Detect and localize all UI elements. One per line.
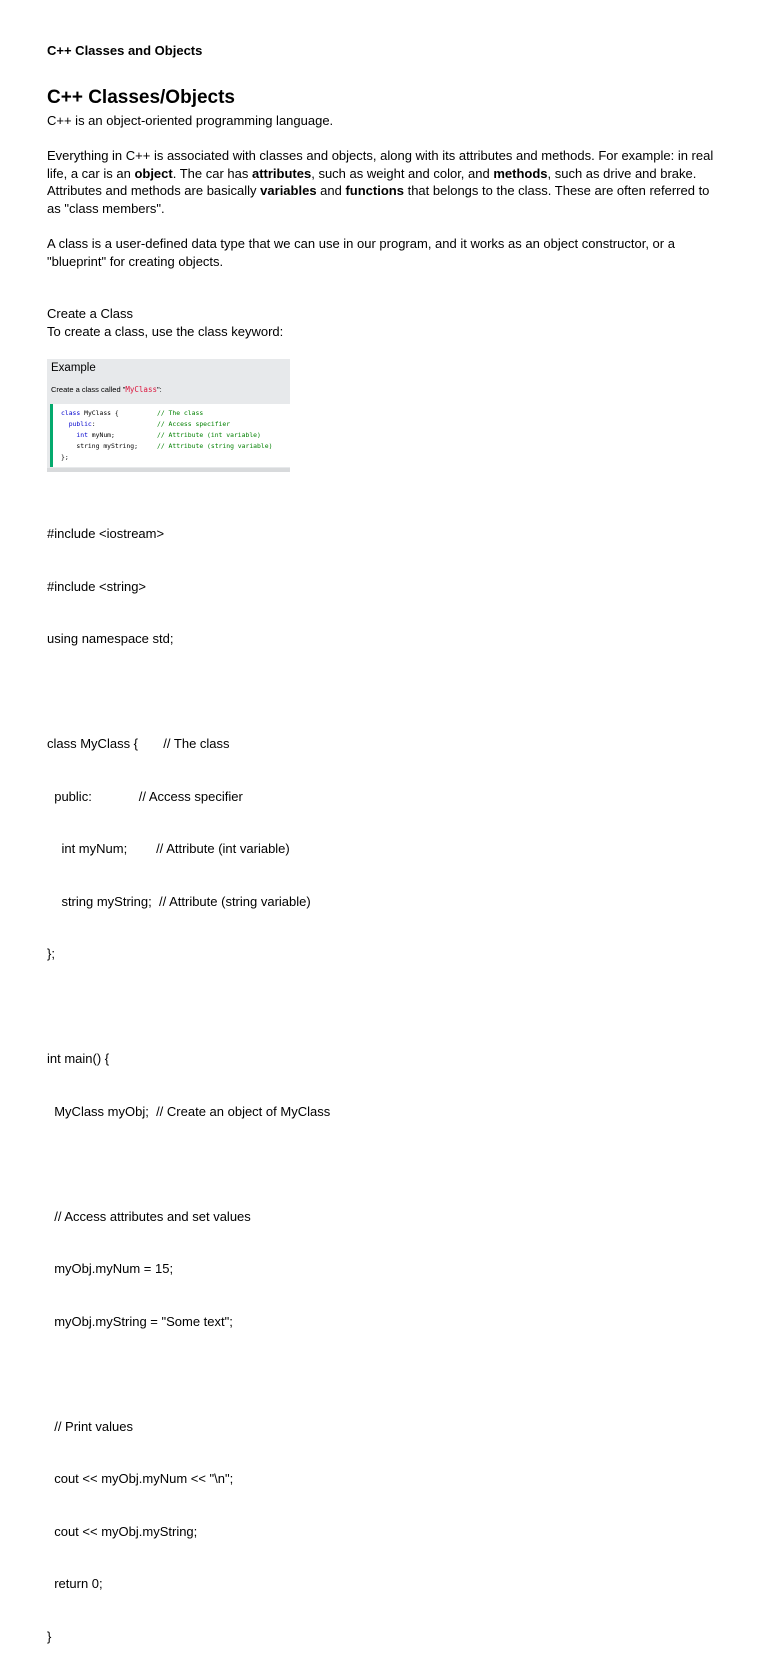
class-definition-paragraph: A class is a user-defined data type that we can use in our program, and it works as an object constructor, or a "blueprint" for creating objects. (47, 236, 675, 269)
example-code-box (50, 404, 293, 467)
create-class-heading: Create a Class (47, 306, 133, 321)
code-listing-line: }; (47, 946, 55, 961)
code-listing-line (47, 1155, 330, 1173)
code-listing-line: // Print values (47, 1418, 133, 1434)
code-listing-line: class MyClass { // The class (47, 736, 230, 751)
example-code-line (61, 453, 69, 461)
code-listing-line (47, 998, 330, 1016)
paragraph-text: that belongs to the class. These are often referred to as "class members". (47, 183, 710, 216)
example-desc-prefix: Create a class called " (51, 385, 126, 394)
paragraph-text: , such as drive and brake. Attributes and methods are basically (47, 165, 697, 198)
code-listing-line: #include <string> (47, 578, 147, 594)
example-code-line (61, 442, 138, 450)
code-text: }; (61, 453, 69, 461)
code-listing-line: int myNum; // Attribute (int variable) (47, 841, 290, 856)
code-listing-line: cout << myObj.myNum << "\n"; (47, 1471, 234, 1486)
code-listing-line: string myString; // Attribute (string variable) (47, 893, 311, 909)
example-title: Example (51, 362, 96, 374)
code-listing-line: int main() { (47, 1051, 110, 1066)
code-listing-line: #include <iostream> (47, 526, 165, 541)
intro-paragraph: C++ is an object-oriented programming language. (47, 113, 334, 128)
example-description (51, 385, 162, 394)
code-text: string myString; (61, 442, 138, 450)
code-listing-line: return 0; (47, 1576, 103, 1591)
code-listing-line: using namespace std; (47, 631, 174, 646)
example-code-line (61, 420, 96, 428)
paragraph-text: Everything in C++ is associated with classes and objects, along with its attributes and methods. For example: in real life, a car is an (47, 148, 714, 181)
paragraph-text: and (316, 183, 346, 198)
code-listing-line: myObj.myNum = 15; (47, 1261, 174, 1276)
code-listing-line (47, 683, 330, 701)
code-listing (47, 490, 330, 1680)
code-listing-line: // Access attributes and set values (47, 1208, 251, 1224)
code-text: : (91, 420, 96, 428)
bold-attributes: attributes (251, 165, 312, 181)
code-listing-line: myObj.myString = "Some text"; (47, 1313, 233, 1329)
example-code-comment: // Attribute (int variable) (157, 431, 261, 439)
code-keyword: class (61, 409, 81, 417)
example-code-comment: // The class (157, 409, 204, 417)
code-listing-line: cout << myObj.myString; (47, 1523, 198, 1539)
paragraph-text: , such as weight and color, and (311, 165, 494, 181)
example-desc-keyword: MyClass (125, 385, 157, 394)
example-code-comment: // Attribute (string variable) (157, 442, 273, 450)
create-class-text: To create a class, use the class keyword: (47, 324, 284, 339)
document-title: C++ Classes and Objects (47, 43, 203, 58)
code-listing-line: MyClass myObj; // Create an object of MyClass (47, 1103, 331, 1119)
page-heading: C++ Classes/Objects (47, 87, 235, 108)
classes-objects-paragraph (47, 147, 722, 217)
example-code-line (61, 409, 119, 417)
code-listing-line: public: // Access specifier (47, 788, 243, 804)
example-code-line (61, 431, 115, 439)
code-text: myNum; (87, 431, 115, 439)
bold-variables: variables (260, 183, 317, 198)
example-code-comment: // Access specifier (157, 420, 231, 428)
paragraph-text: . The car has (172, 165, 252, 181)
example-bottom-bar (47, 468, 290, 472)
example-desc-suffix: ": (156, 385, 162, 394)
code-text: MyClass { (80, 409, 119, 417)
code-listing-line (47, 1365, 330, 1383)
example-image (47, 359, 290, 472)
bold-methods: methods (493, 165, 548, 181)
bold-functions: functions (345, 183, 404, 198)
code-keyword: int (61, 431, 88, 439)
code-keyword: public (61, 420, 92, 428)
bold-object: object (134, 165, 173, 181)
code-listing-line: } (47, 1628, 52, 1644)
